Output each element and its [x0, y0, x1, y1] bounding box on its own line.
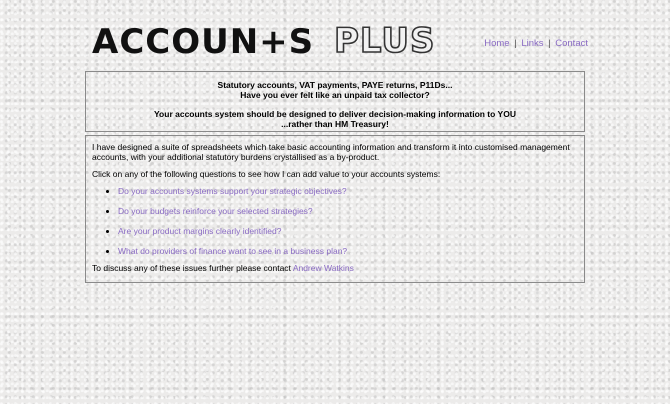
- nav-contact-link[interactable]: Contact: [555, 38, 588, 49]
- list-item: [118, 186, 578, 196]
- contact-prefix: To discuss any of these issues further please contact: [92, 263, 293, 273]
- question-link-budgets[interactable]: Do your budgets reinforce your selected strategies?: [118, 206, 313, 216]
- nav-home-link[interactable]: Home: [484, 38, 510, 49]
- logo-main: ACCOUN+S: [92, 22, 315, 62]
- logo-plus: PLUS: [334, 21, 436, 61]
- list-item: [118, 246, 578, 256]
- intro-panel: [85, 71, 585, 132]
- top-nav: [484, 38, 588, 49]
- intro-line: Statutory accounts, VAT payments, PAYE returns, P11Ds...: [217, 80, 453, 90]
- question-link-margins[interactable]: Are your product margins clearly identified?: [118, 226, 282, 236]
- content-panel: [85, 135, 585, 283]
- question-link-strategic[interactable]: Do your accounts systems support your strategic objectives?: [118, 186, 347, 196]
- list-item: [118, 206, 578, 216]
- instruction-paragraph: Click on any of the following questions to see how I can add value to your accounts systems:: [92, 169, 441, 179]
- intro-line: Your accounts system should be designed to deliver decision-making information to YOU: [154, 109, 516, 119]
- nav-links-link[interactable]: Links: [521, 38, 544, 49]
- description-paragraph: I have designed a suite of spreadsheets which take basic accounting information and transform it into customised management accounts, with your additional statutory burdens crystallised as a by-product.: [92, 142, 570, 162]
- nav-separator: |: [548, 38, 551, 49]
- question-link-finance[interactable]: What do providers of finance want to see in a business plan?: [118, 246, 348, 256]
- contact-name-link[interactable]: Andrew Watkins: [292, 263, 354, 273]
- nav-separator: |: [514, 38, 517, 49]
- list-item: [118, 226, 578, 236]
- contact-paragraph: [92, 263, 578, 273]
- intro-line: Have you ever felt like an unpaid tax collector?: [240, 90, 430, 100]
- intro-line: ...rather than HM Treasury!: [281, 119, 389, 129]
- question-list: [92, 186, 578, 256]
